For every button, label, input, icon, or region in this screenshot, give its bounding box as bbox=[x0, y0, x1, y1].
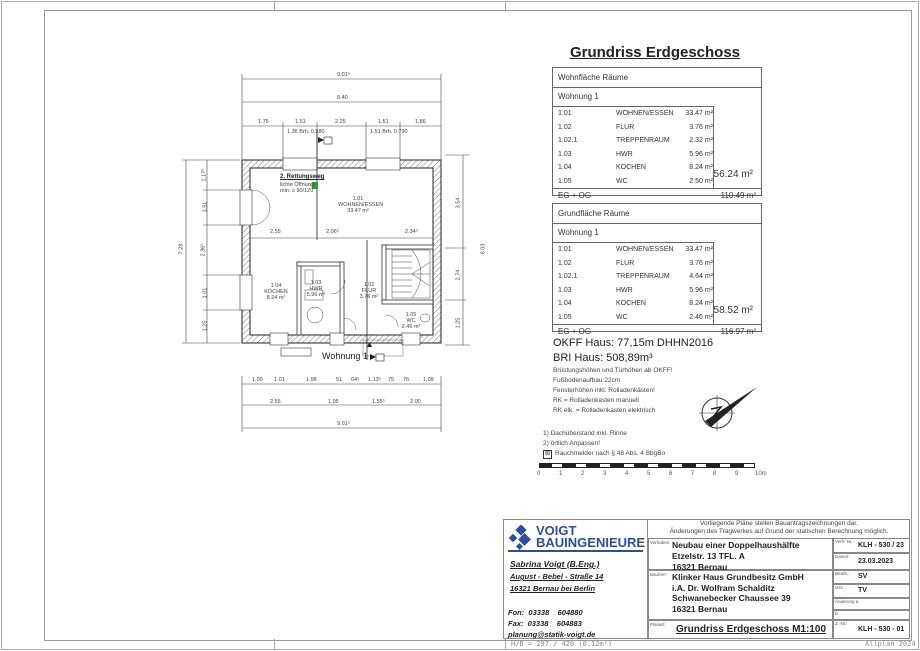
client-lines bbox=[672, 572, 804, 614]
dim-segment: 3.54 bbox=[455, 197, 462, 209]
field-label: Gez.: bbox=[835, 585, 846, 590]
field-value: KLH - 530 - 01 bbox=[858, 626, 905, 633]
table-row bbox=[553, 175, 713, 189]
room-name: KOCHEN bbox=[616, 300, 646, 307]
dim-segment: 1.98 bbox=[306, 377, 317, 383]
table-header: Grundfläche Räume bbox=[553, 204, 761, 224]
room-name: WC bbox=[616, 313, 628, 321]
room-area: 3.76 m² bbox=[689, 123, 713, 131]
room-rows bbox=[553, 106, 714, 188]
dim-segment: 75 bbox=[388, 377, 395, 383]
room-area: 8.24 m² bbox=[689, 164, 713, 171]
scale-bar bbox=[539, 463, 759, 468]
format-note: H/B = 297 / 420 (0.12m²) bbox=[511, 640, 613, 648]
room-name: FLUR bbox=[361, 288, 377, 294]
room-no: 1.04 bbox=[558, 164, 572, 171]
table-row bbox=[553, 284, 713, 298]
dim-segment: 1.51 bbox=[378, 119, 389, 125]
company-street: August - Bebel - Straße 14 bbox=[510, 572, 604, 581]
table-row bbox=[553, 107, 713, 121]
room-area: 3.76 m² bbox=[689, 259, 713, 267]
room-name: TREPPENRAUM bbox=[616, 273, 670, 280]
room-area: 33.47 m² bbox=[347, 208, 369, 214]
scale-tick: 10m bbox=[755, 471, 767, 477]
field-label: Z.-Nr.: bbox=[835, 621, 848, 626]
dim-segment: 1.86 bbox=[415, 119, 426, 125]
dim-segment: 1.01 bbox=[202, 287, 209, 299]
plan-type-value: Grundriss Erdgeschoss M1:100 bbox=[676, 624, 827, 635]
room-name: FLUR bbox=[616, 123, 635, 131]
dim-segment: 1.55⁵ bbox=[372, 399, 385, 405]
plan-type-label: Planart: bbox=[650, 622, 666, 627]
room-name: WOHNEN/ESSEN bbox=[616, 246, 674, 253]
room-area: 8.24 m² bbox=[266, 295, 286, 301]
field-label: Datum: bbox=[835, 554, 850, 559]
dim-overall-right: 8.03 bbox=[480, 243, 487, 255]
room-name: FLUR bbox=[616, 259, 635, 267]
room-rows bbox=[553, 242, 714, 324]
dim-segment: 1.01 bbox=[274, 377, 285, 383]
disclaimer-line: Vorliegende Pläne stellen Bauantragszeichnungen dar. bbox=[700, 520, 858, 527]
footer-value: 116.97 m² bbox=[720, 327, 756, 336]
field-label: Änderung a: bbox=[835, 599, 860, 604]
room-label-flur bbox=[356, 282, 382, 300]
room-label-hwr bbox=[303, 280, 329, 298]
window-note: 1.36 Brh. 0.880 bbox=[287, 129, 325, 135]
room-name: WC bbox=[406, 318, 416, 324]
scale-labels bbox=[537, 471, 767, 481]
table-row bbox=[553, 243, 713, 257]
room-area: 2.46 m² bbox=[401, 324, 421, 330]
note-line: RK elk. = Rolladenkasten elektrisch bbox=[553, 407, 656, 414]
unit-label-plan: Wohnung 1 bbox=[322, 351, 368, 361]
room-area: 5.96 m² bbox=[689, 286, 713, 294]
room-area: 8.24 m² bbox=[689, 300, 713, 307]
escape-route-line: min. ≥ 90/120 bbox=[280, 188, 314, 194]
company-email: planung@statik-voigt.de bbox=[508, 630, 596, 639]
room-no: 1.03 bbox=[558, 150, 572, 158]
scale-tick: 0 bbox=[537, 471, 541, 477]
escape-route-title: 2. Rettungsweg bbox=[280, 174, 325, 180]
dim-segment: 1.51 bbox=[295, 119, 306, 125]
dim-overall-left: 7.28 bbox=[178, 243, 185, 255]
dim-segment: 2.36⁵ bbox=[200, 243, 207, 257]
dim-segment: 1.13⁵ bbox=[368, 377, 381, 383]
dim-segment: 1.09 bbox=[423, 377, 434, 383]
room-area: 5.96 m² bbox=[689, 150, 713, 158]
room-area: 5.96 m² bbox=[306, 292, 326, 298]
project-line: Neubau einer Doppelhaushälfte bbox=[672, 540, 800, 550]
note-line: Fußbodenaufbau 22cm bbox=[553, 377, 621, 384]
project-line: 16321 Bernau bbox=[672, 562, 728, 572]
interior-dim: 2.55 bbox=[270, 229, 281, 235]
note-line: RK = Rolladenkasten manuell bbox=[553, 397, 639, 404]
room-name: HWR bbox=[309, 286, 323, 292]
interior-dim: 2.06⁵ bbox=[326, 229, 339, 235]
room-name: KOCHEN bbox=[616, 164, 646, 171]
room-area: 2.32 m² bbox=[689, 137, 713, 144]
footer-label: EG + OG bbox=[558, 191, 592, 200]
room-no: 1.04 bbox=[270, 283, 282, 289]
room-no: 1.02 bbox=[558, 123, 572, 131]
client-label: Bauherr: bbox=[650, 572, 668, 577]
scale-tick: 4 bbox=[625, 471, 629, 477]
room-no: 1.02.1 bbox=[558, 273, 578, 280]
table-footer bbox=[553, 188, 761, 203]
scale-tick: 1 bbox=[559, 471, 563, 477]
window-note: 1.51 Brh. 0.790 bbox=[370, 129, 408, 135]
table-row bbox=[553, 311, 713, 325]
company-phone: Fon: 03338 604880 bbox=[508, 608, 583, 617]
dim-segment: 2.25 bbox=[335, 119, 346, 125]
room-area: 33.47 m² bbox=[685, 246, 713, 253]
scale-tick: 3 bbox=[603, 471, 607, 477]
room-label-wc bbox=[398, 312, 424, 330]
note-line: Fensterhöhen inkl. Rolladenkästen! bbox=[553, 387, 655, 394]
room-name: KOCHEN bbox=[264, 289, 288, 295]
dim-overall-bottom: 9.01⁵ bbox=[337, 421, 350, 427]
dim-segment: 2.55 bbox=[270, 399, 281, 405]
scale-tick: 2 bbox=[581, 471, 585, 477]
scale-tick: 5 bbox=[647, 471, 651, 477]
client-line: 16321 Bernau bbox=[672, 603, 728, 614]
living-area-table bbox=[552, 67, 762, 200]
room-name: TREPPENRAUM bbox=[616, 137, 670, 144]
room-area: 2.46 m² bbox=[689, 313, 713, 321]
table-row bbox=[553, 134, 713, 148]
room-no: 1.05 bbox=[405, 312, 417, 318]
subtotal: 56.24 m² bbox=[713, 169, 753, 180]
field-value: KLH - 530 / 23 bbox=[858, 542, 904, 549]
sheet-title: Grundriss Erdgeschoss bbox=[569, 44, 741, 61]
room-area: 2.50 m² bbox=[689, 177, 713, 185]
dim-segment: 64⁵ bbox=[351, 377, 360, 383]
scale-tick: 6 bbox=[669, 471, 673, 477]
project-lines bbox=[672, 540, 800, 573]
dim-segment: 1.25 bbox=[202, 320, 209, 332]
project-line: Etzelstr. 13 TFL. A bbox=[672, 551, 745, 561]
company-name-line2: BAUINGENIEURE bbox=[536, 535, 646, 550]
dim-segment: 1.00 bbox=[252, 377, 263, 383]
subtotal: 58.52 m² bbox=[713, 305, 753, 316]
scale-tick: 7 bbox=[691, 471, 695, 477]
north-arrow-icon bbox=[697, 385, 767, 435]
dim-segment: 1.17⁵ bbox=[201, 168, 208, 182]
field-value: 23.03.2023 bbox=[858, 558, 894, 565]
smoke-detector-icon: ⊠ bbox=[544, 450, 551, 457]
dim-segment: 2.00 bbox=[410, 399, 421, 405]
room-no: 1.01 bbox=[558, 246, 572, 253]
table-row bbox=[553, 257, 713, 271]
field-value: TV bbox=[858, 587, 867, 594]
table-row bbox=[553, 121, 713, 135]
footnote-line: 1) Dachüberstand inkl. Rinne bbox=[543, 430, 627, 437]
footnote-line: 2) örtlich Anpassen! bbox=[543, 440, 601, 447]
note-line: Brüstungshöhen und Türhöhen ab OKFF! bbox=[553, 367, 673, 374]
field-label: Verfr. Nr.: bbox=[835, 539, 854, 544]
scale-tick: 8 bbox=[713, 471, 717, 477]
room-no: 1.01 bbox=[352, 196, 364, 202]
company-fax: Fax: 03338 604883 bbox=[508, 619, 582, 628]
field-label: Bearb.: bbox=[835, 571, 850, 576]
room-no: 1.05 bbox=[558, 177, 572, 185]
scale-tick: 9 bbox=[735, 471, 739, 477]
footnotes bbox=[543, 429, 665, 459]
room-no: 1.02 bbox=[558, 259, 572, 267]
client-line: i.A. Dr. Wolfram Schalditz bbox=[672, 582, 775, 593]
floor-area-table bbox=[552, 203, 762, 336]
okff-level: OKFF Haus: 77,15m DHHN2016 bbox=[553, 337, 714, 349]
dim-segment: 2.74 bbox=[455, 269, 462, 281]
notes-block bbox=[553, 366, 673, 416]
room-area: 3.76 m² bbox=[359, 294, 379, 300]
table-header: Wohnfläche Räume bbox=[553, 68, 761, 88]
unit-label: Wohnung 1 bbox=[558, 228, 599, 237]
room-no: 1.02 bbox=[363, 282, 375, 288]
logo-underline bbox=[508, 550, 643, 552]
field-cell bbox=[833, 610, 910, 620]
dim-segment: 1.51 bbox=[202, 201, 209, 213]
room-no: 1.01 bbox=[558, 110, 572, 117]
fold-mark bbox=[274, 1, 275, 10]
interior-dim: 2.34⁵ bbox=[405, 229, 418, 235]
room-no: 1.05 bbox=[558, 313, 572, 321]
company-city: 16321 Bernau bei Berlin bbox=[510, 584, 596, 593]
dim-inner-top: 8.40 bbox=[337, 95, 348, 101]
dim-segment: 1.95 bbox=[328, 399, 339, 405]
field-value: SV bbox=[858, 573, 868, 580]
dim-segment: 1.25 bbox=[455, 317, 462, 329]
fold-mark bbox=[505, 1, 506, 10]
dim-segment: 76 bbox=[403, 377, 410, 383]
room-name: WOHNEN/ESSEN bbox=[616, 110, 674, 117]
room-no: 1.02.1 bbox=[558, 137, 578, 144]
company-person: Sabrina Voigt (B.Eng.) bbox=[510, 559, 600, 569]
company-name-line1: VOIGT bbox=[536, 523, 577, 538]
room-label-wohnen bbox=[338, 196, 384, 214]
table-row bbox=[553, 297, 713, 311]
table-row bbox=[553, 161, 713, 175]
footer-value: 110.49 m² bbox=[720, 191, 756, 200]
software-note: Allplan 2024 bbox=[865, 640, 916, 648]
room-name: HWR bbox=[616, 286, 633, 294]
field-label: b: bbox=[835, 611, 839, 616]
disclaimer-line: Änderungen des Tragwerkes auf Grund der statischen Berechnung möglich. bbox=[669, 528, 889, 535]
project-label: Vorhaben: bbox=[650, 540, 671, 545]
unit-label: Wohnung 1 bbox=[558, 92, 599, 101]
room-area: 4.64 m² bbox=[689, 273, 713, 280]
room-area: 33.47 m² bbox=[685, 110, 713, 117]
client-line: Schwanebecker Chaussee 39 bbox=[672, 593, 791, 603]
room-name: WC bbox=[616, 177, 628, 185]
room-label-kochen bbox=[258, 283, 294, 301]
table-row bbox=[553, 148, 713, 162]
disclaimer bbox=[648, 520, 910, 536]
room-no: 1.04 bbox=[558, 300, 572, 307]
footer-label: EG + OG bbox=[558, 327, 592, 336]
bri-volume: BRI Haus: 508,89m³ bbox=[553, 352, 653, 364]
dim-segment: 51 bbox=[336, 377, 343, 383]
smoke-detector-note bbox=[543, 449, 665, 459]
room-no: 1.03 bbox=[558, 286, 572, 294]
table-row bbox=[553, 270, 713, 284]
escape-route-line: lichte Öffnung bbox=[280, 182, 314, 188]
room-name: HWR bbox=[616, 150, 633, 158]
company-logo-icon bbox=[508, 525, 534, 551]
footnote-line: Rauchmelder nach § 48 Abs. 4 BbgBo bbox=[555, 450, 666, 457]
room-name: WOHNEN/ESSEN bbox=[338, 202, 384, 208]
room-no: 1.03 bbox=[310, 280, 322, 286]
dim-segment: 1.75 bbox=[258, 119, 269, 125]
client-line: Klinker Haus Grundbesitz GmbH bbox=[672, 572, 804, 582]
dim-overall-top: 9.01⁵ bbox=[337, 72, 350, 78]
